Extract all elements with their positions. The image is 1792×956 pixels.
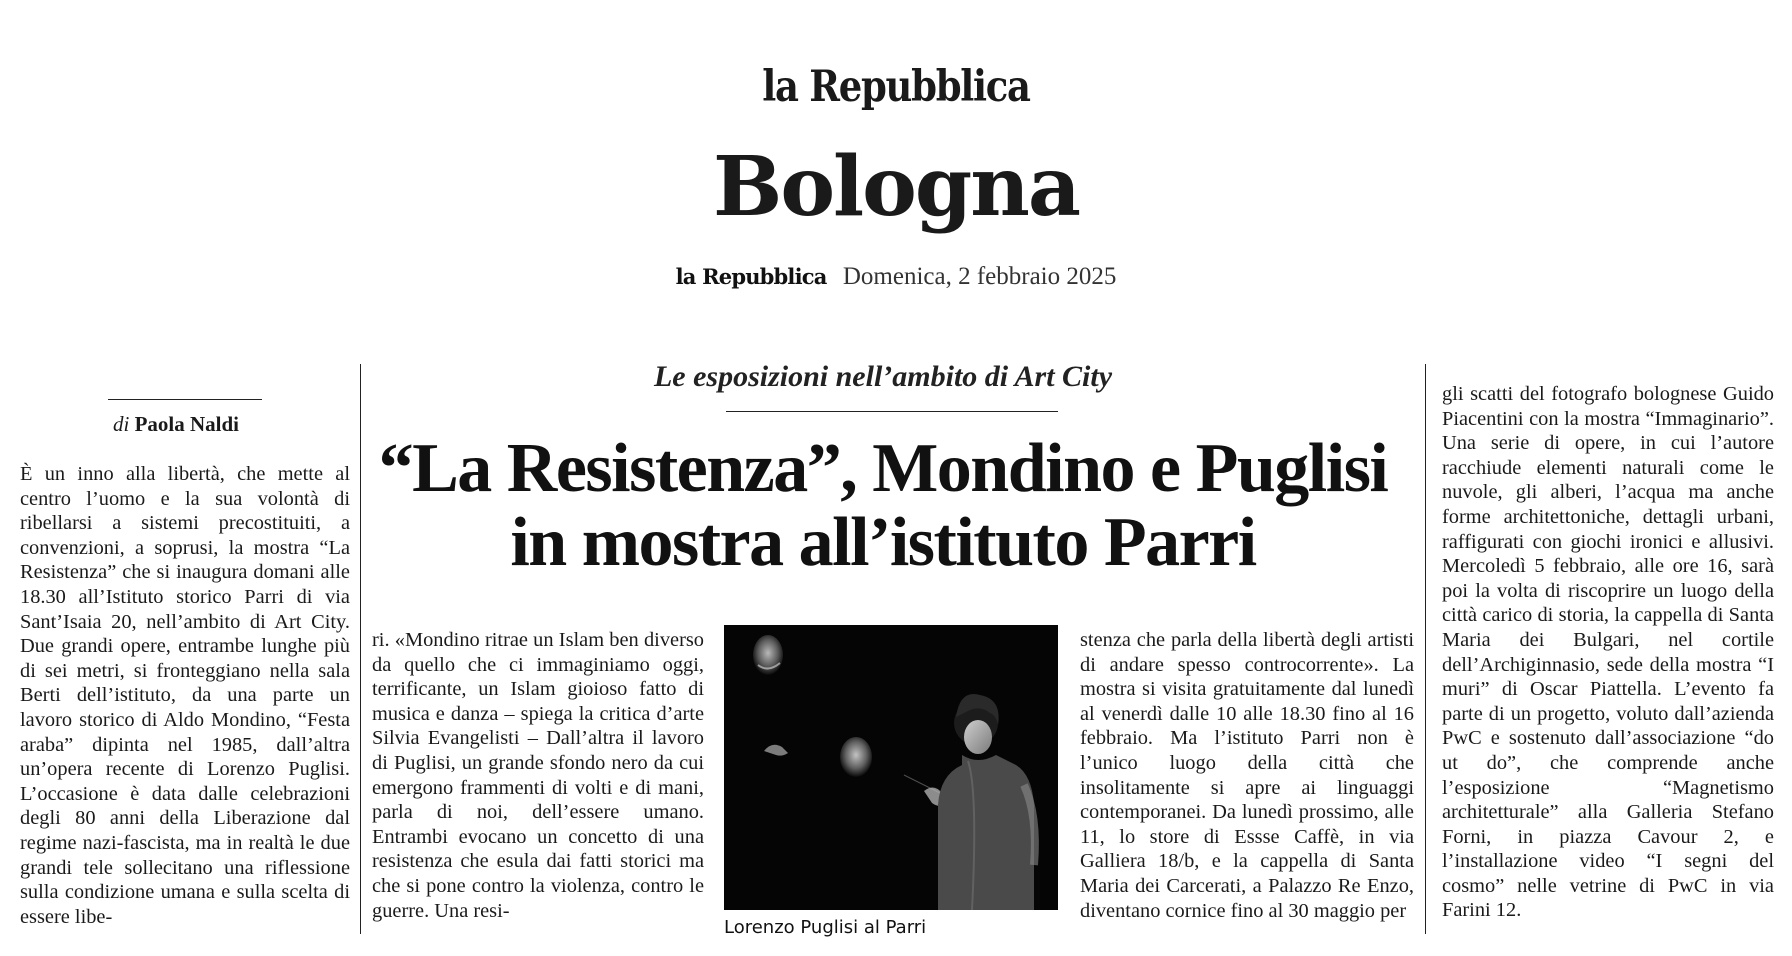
headline-line-1: “La Resistenza”, Mondino e Puglisi: [378, 430, 1388, 507]
photo-artwork-and-artist: [724, 625, 1058, 910]
byline: [0, 412, 352, 437]
dateline: [0, 263, 1792, 291]
article-headline: [352, 432, 1414, 580]
masthead-logo: la Repubblica: [762, 62, 1030, 112]
article-column-3: [1080, 628, 1414, 944]
dateline-date: Domenica, 2 febbraio 2025: [842, 263, 1117, 290]
article-kicker: Le esposizioni nell’ambito di Art City: [653, 360, 1113, 393]
column-1-text: È un inno alla libertà, che mette al centro l’uomo e la sua volontà di ribellarsi a sistemi precostituiti, a convenzioni, a soprusi, la mostra “La Resistenza” che si inaugura domani alle 18.30 all’Istituto storico Parri di via Sant’Isaia 20, nell’ambito di Art City. Due grandi opere, entrambe lunghe più di sei metri, si fronteggiano nella sala Berti dell’istituto, da una parte un lavoro storico di Aldo Mondino, “Festa araba” dipinta nel 1985, dall’altra un’opera recente di Lorenzo Puglisi. L’occasione è data dalle celebrazioni degli 80 anni della Liberazione dal regime nazi-fascista, ma in realtà le due grandi tele sollecitano una riflessione sulla condizione umana e sulla scelta di essere libe-: [20, 463, 350, 928]
column-2-text: ri. «Mondino ritrae un Islam ben diverso da quello che ci immaginiamo oggi, terrificante, un Islam gioioso fatto di musica e danza – spiega la critica d’arte Silvia Evangelisti – Dall’altra il lavoro di Puglisi, un grande sfondo nero da cui emergono frammenti di volti e di mani, parla di noi, dell’essere umano. Entrambi evocano un concetto di una resistenza che esula dai fatti storici ma che si pone contro la violenza, contro le guerre. Una resi-: [372, 629, 704, 922]
column-rule-right: [1425, 364, 1426, 934]
article-photo: [724, 625, 1058, 910]
byline-author: Paola Naldi: [134, 412, 240, 436]
column-rule-left: [360, 364, 361, 934]
kicker-divider: [726, 411, 1058, 412]
byline-divider: [108, 399, 262, 400]
column-4-text: gli scatti del fotografo bolognese Guido Piacentini con la mostra “Immaginario”. Una serie di opere, in cui l’autore racchiude elementi naturali come le nuvole, gli alberi, l’acqua ma anche forme architettoniche, dettagli urbani, raffigurati con giochi ironici e allusivi. Mercoledì 5 febbraio, alle ore 16, sarà poi la volta di riscoprire un luogo della città carico di storia, la cappella di Santa Maria dei Bulgari, nel cortile dell’Archiginnasio, sede della mostra “I muri” di Oscar Piattella. L’evento fa parte di un progetto, voluto dall’azienda PwC e sostenuto dall’associazione “do ut do”, che comprende anche l’esposizione “Magnetismo architetturale” alla Galleria Stefano Forni, in piazza Cavour 2, e l’installazione video “I segni del cosmo” nelle vetrine di PwC in via Farini 12.: [1442, 383, 1774, 922]
headline-line-2: in mostra all’istituto Parri: [510, 504, 1256, 581]
article-column-2: [372, 628, 704, 944]
column-3-text: stenza che parla della libertà degli artisti di andare spesso controcorrente». La mostra si visita gratuitamente dal lunedì al venerdì dalle 10 alle 18.30 fino al 16 febbraio. Ma l’istituto Parri non è l’unico luogo della città che insolitamente si apre ai linguaggi contemporanei. Da lunedì prossimo, alle 11, lo store di Essse Caffè, in via Galliera 18/b, e la cappella di Santa Maria dei Carcerati, a Palazzo Re Enzo, diventano cornice fino al 30 maggio per: [1080, 629, 1414, 922]
photo-caption: Lorenzo Puglisi al Parri: [724, 917, 927, 938]
byline-prefix: di: [112, 412, 130, 436]
dateline-brand: la Repubblica: [675, 264, 827, 289]
article-column-4: [1442, 382, 1774, 934]
article-column-1: [20, 462, 350, 944]
edition-title: Bologna: [713, 139, 1079, 235]
